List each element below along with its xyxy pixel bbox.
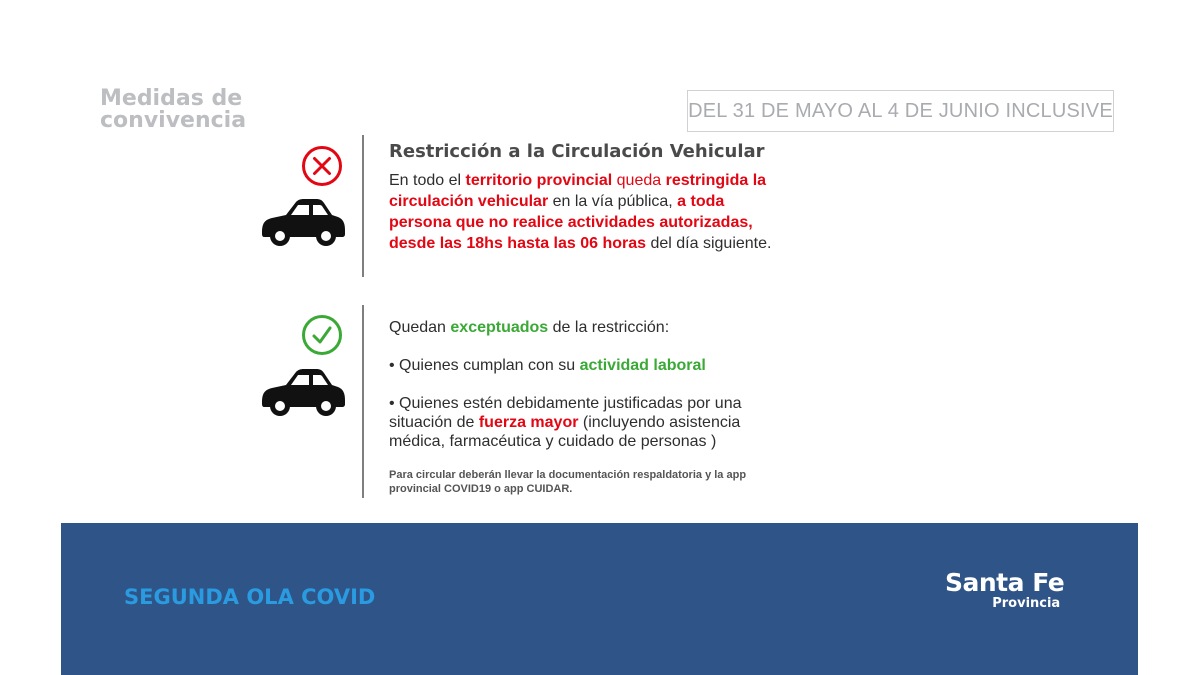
restriction-block — [389, 141, 809, 254]
campaign-label: SEGUNDA OLA COVID — [124, 585, 376, 609]
section-divider-restriction — [362, 135, 364, 277]
car-icon — [260, 197, 346, 247]
restriction-heading: Restricción a la Circulación Vehicular — [389, 141, 765, 162]
date-range-box: DEL 31 DE MAYO AL 4 DE JUNIO INCLUSIVE — [687, 90, 1114, 132]
documentation-note: Para circular deberán llevar la documentación respaldatoria y la app provincial COVID19 o app CUIDAR. — [389, 469, 747, 495]
exception-force-keyword: fuerza mayor — [478, 414, 579, 431]
exceptions-keyword: exceptuados — [450, 319, 549, 336]
section-divider-exceptions — [362, 305, 364, 498]
footer-banner — [61, 523, 1138, 675]
logo-main-text: Santa Fe — [945, 568, 1065, 597]
logo-sub-text: Provincia — [992, 596, 1061, 611]
x-circle-icon — [301, 145, 343, 187]
restriction-text-5: en la vía pública, — [548, 193, 678, 210]
exception-bullet-work-text: • Quienes cumplan con su — [389, 357, 580, 374]
exception-bullet-force — [389, 394, 779, 451]
restriction-text-1: En todo el — [389, 172, 466, 189]
title-line-2: convivencia — [100, 108, 247, 133]
title-line-1: Medidas de — [100, 86, 243, 111]
exceptions-intro — [389, 318, 789, 337]
exceptions-intro-1: Quedan — [389, 319, 451, 336]
santa-fe-logo — [945, 569, 1064, 611]
exception-work-keyword: actividad laboral — [579, 357, 706, 374]
restriction-text-7: del día siguiente. — [646, 235, 772, 252]
exception-bullet-force-rest: (incluyendo asistencia médica, farmacéutica y cuidado de personas ) — [389, 414, 741, 450]
exceptions-block — [389, 318, 789, 496]
exceptions-intro-3: de la restricción: — [548, 319, 670, 336]
exception-bullet-work — [389, 356, 789, 375]
restriction-text — [389, 170, 774, 254]
restriction-territory: territorio provincial — [465, 172, 613, 189]
restriction-hours: a toda persona que no realice actividades autorizadas, desde las 18hs hasta las 06 horas — [389, 193, 753, 252]
restriction-text-3: queda — [612, 172, 666, 189]
page-title — [100, 88, 246, 132]
restriction-restricted: restringida la circulación vehicular — [389, 172, 767, 210]
car-icon — [260, 367, 346, 417]
exception-bullet-force-text: • Quienes estén debidamente justificadas por una situación de — [389, 395, 742, 431]
check-circle-icon — [301, 314, 343, 356]
